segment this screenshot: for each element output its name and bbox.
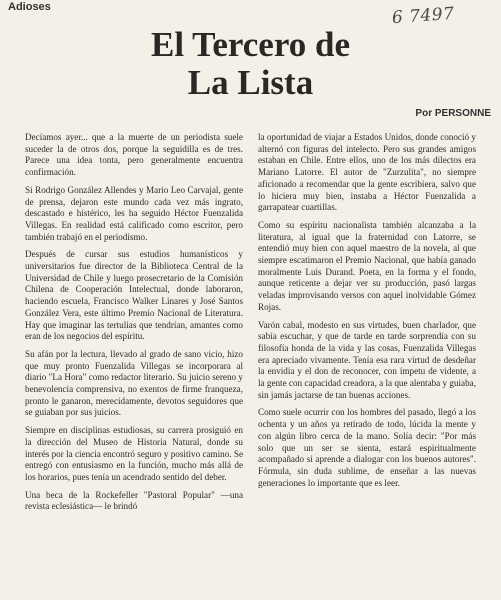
paragraph: la oportunidad de viajar a Estados Unidos, donde conoció y alternó con figuras del intelecto. Pero sus grandes amigos estaban en Chile. Entre ellos, uno de los más dilectos era Mariano Latorre. El autor de "Zurzulita", no siempre aficionado a recomendar que la gente escribiera, salvo que lo hiciera muy bien, instaba a Héctor Fuenzalida a garrapatear cuartillas. bbox=[258, 132, 476, 213]
paragraph: Como suele ocurrir con los hombres del pasado, llegó a los ochenta y un años ya retirado de todo, lúcida la mente y con algún libro cerca de la mano. Solía decir: "Por más solo que un ser se sienta, estará espiritualmente acompañado si aprende a dialogar con los buenos autores". Fórmula, sin duda sublime, de enseñar a las nuevas generaciones lo importante que es leer. bbox=[258, 407, 476, 488]
headline-line-1: El Tercero de bbox=[151, 25, 350, 64]
paragraph: Su afán por la lectura, llevado al grado de sano vicio, hizo que muy pronto Fuenzalida Villegas se incorporara al diario "La Hora" como redactor literario. Su juicio sereno y benevolencia comprensiva, no exentos de firme franqueza, pronto le ganaron, merecidamente, devotos seguidores que se guiaban por sus juicios. bbox=[25, 348, 243, 418]
paragraph: Decíamos ayer... que a la muerte de un periodista suele suceder la de otros dos, porque la seguidilla es de tres. Parece una idea tonta, pero generalmente encuentra confirmación. bbox=[25, 132, 243, 178]
paragraph: Si Rodrigo González Allendes y Mario Leo Carvajal, gente de prensa, dejaron este mundo cada vez más ingrato, descastado e histérico, les ha seguido Héctor Fuenzalida Villegas. En realidad está calificado como escritor, pero también trabajó en el periodismo. bbox=[25, 184, 243, 242]
section-label: Adioses bbox=[8, 1, 51, 13]
byline: Por PERSONNE bbox=[415, 108, 491, 119]
handwritten-archive-number: 6 7497 bbox=[391, 3, 456, 29]
paragraph: Después de cursar sus estudios humanísticos y universitarios fue director de la Biblioteca Central de la Universidad de Chile y luego prosecretario de la Comisión Chilena de Cooperación Intelectual, donde laboraron, haciendo escuela, Francisco Walker Linares y José Santos González Vera, este último Premio Nacional de Literatura. Hay que imaginar las tertulias que tendrían, amantes como eran de los negocios del espíritu. bbox=[25, 249, 243, 342]
paragraph: Una beca de la Rockefeller "Pastoral Popular" —una revista eclesiástica— le brindó bbox=[25, 489, 243, 512]
article-column-right bbox=[258, 132, 476, 495]
article-column-left bbox=[25, 132, 243, 519]
paragraph: Como su espíritu nacionalista también alcanzaba a la literatura, al igual que la fraternidad con Latorre, se entendió muy bien con aquel maestro de la novela, al que siempre escatimaron el Premio Nacional, que había ganado moralmente Luis Durand. Poeta, en la forma y el fondo, aunque reticente a dejar ver su producción, pasó largas veladas improvisando versos con aquel inolvidable Gómez Rojas. bbox=[258, 219, 476, 312]
paragraph: Siempre en disciplinas estudiosas, su carrera prosiguió en la dirección del Museo de Historia Natural, donde su interés por la ciencia encontró seguro y positivo camino. Se entregó con entusiasmo en la función, mucho más allá de los horarios, pues tenía un acendrado sentido del deber. bbox=[25, 425, 243, 482]
headline-line-2: La Lista bbox=[187, 63, 314, 102]
paragraph: Varón cabal, modesto en sus virtudes, buen charlador, que sabía escuchar, y que de tarde en tarde sorprendía con su filosofía honda de la vida y las cosas, Fuenzalida Villegas era apreciado vivamente. Tenía esa rara virtud de desdeñar la envidia y el don de reconocer, con ímpetu de vidente, a la gente con capacidad creadora, a la que alentaba y guiaba, sin jamás jactarse de tan buenas acciones. bbox=[258, 319, 476, 400]
